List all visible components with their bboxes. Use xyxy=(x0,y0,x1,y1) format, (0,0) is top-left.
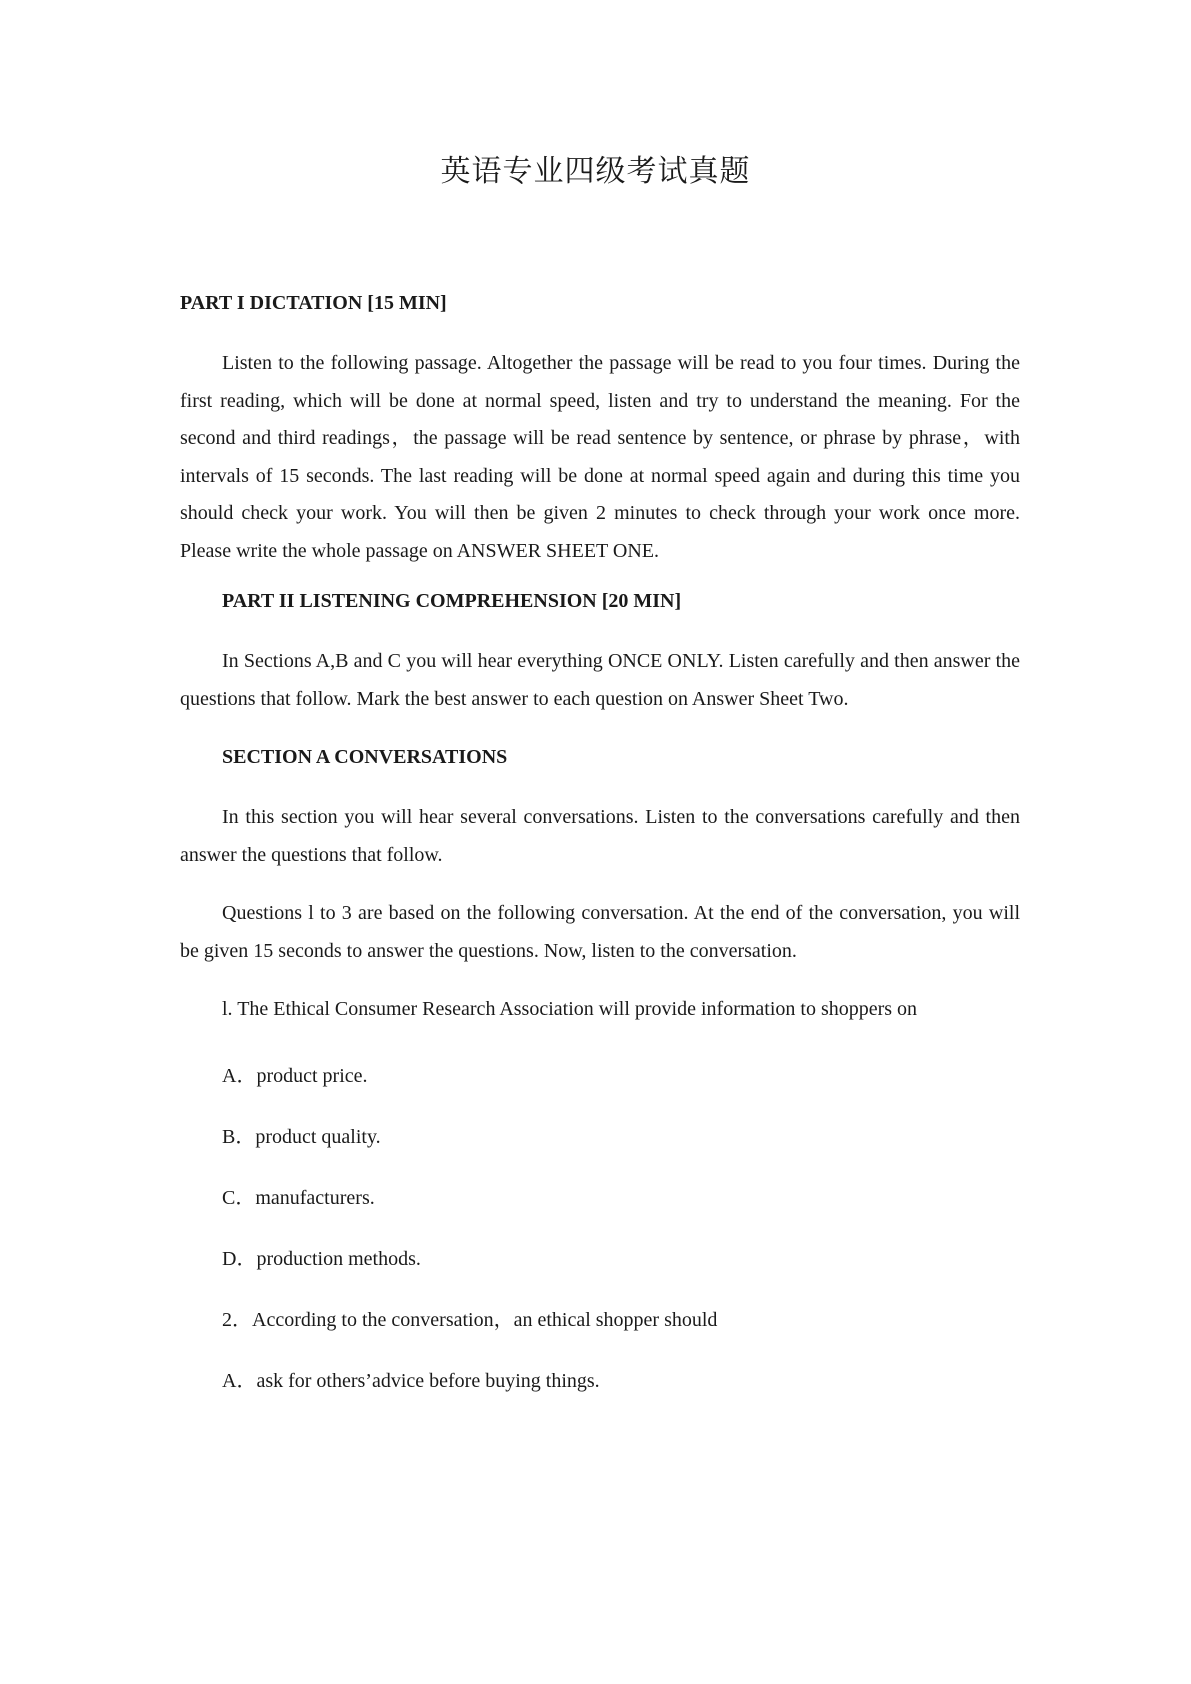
question-2-option-a: A．ask for others’advice before buying things. xyxy=(222,1370,600,1392)
question-1-option-c: C．manufacturers. xyxy=(222,1187,375,1209)
question-1-option-a: A．product price. xyxy=(222,1065,368,1087)
section-a-intro: Questions l to 3 are based on the following conversation. At the end of the conversation, you will be given 15 seconds to answer the questions. Now, listen to the conversation. xyxy=(180,902,1020,962)
part2-heading: PART II LISTENING COMPREHENSION [20 MIN] xyxy=(222,590,682,612)
section-a-instructions: In this section you will hear several conversations. Listen to the conversations carefully and then answer the questions that follow. xyxy=(180,806,1020,866)
section-a-heading: SECTION A CONVERSATIONS xyxy=(222,746,508,768)
part1-instructions: Listen to the following passage. Altogether the passage will be read to you four times. During the first reading, which will be done at normal speed, listen and try to understand the meaning. For the second and third readings，the passage will be read sentence by sentence, or phrase by phrase，with intervals of 15 seconds. The last reading will be done at normal speed again and during this time you should check your work. You will then be given 2 minutes to check through your work once more. Please write the whole passage on ANSWER SHEET ONE. xyxy=(180,352,1020,562)
question-1-stem: l. The Ethical Consumer Research Association will provide information to shoppers on xyxy=(222,998,918,1020)
question-2-stem: 2．According to the conversation，an ethical shopper should xyxy=(222,1309,718,1331)
question-1-option-d: D．production methods. xyxy=(222,1248,421,1270)
part1-heading: PART I DICTATION [15 MIN] xyxy=(180,292,447,314)
part2-instructions: In Sections A,B and C you will hear everything ONCE ONLY. Listen carefully and then answer the questions that follow. Mark the best answer to each question on Answer Sheet Two. xyxy=(180,650,1020,710)
question-1-option-b: B．product quality. xyxy=(222,1126,381,1148)
document-title: 英语专业四级考试真题 xyxy=(440,154,751,189)
